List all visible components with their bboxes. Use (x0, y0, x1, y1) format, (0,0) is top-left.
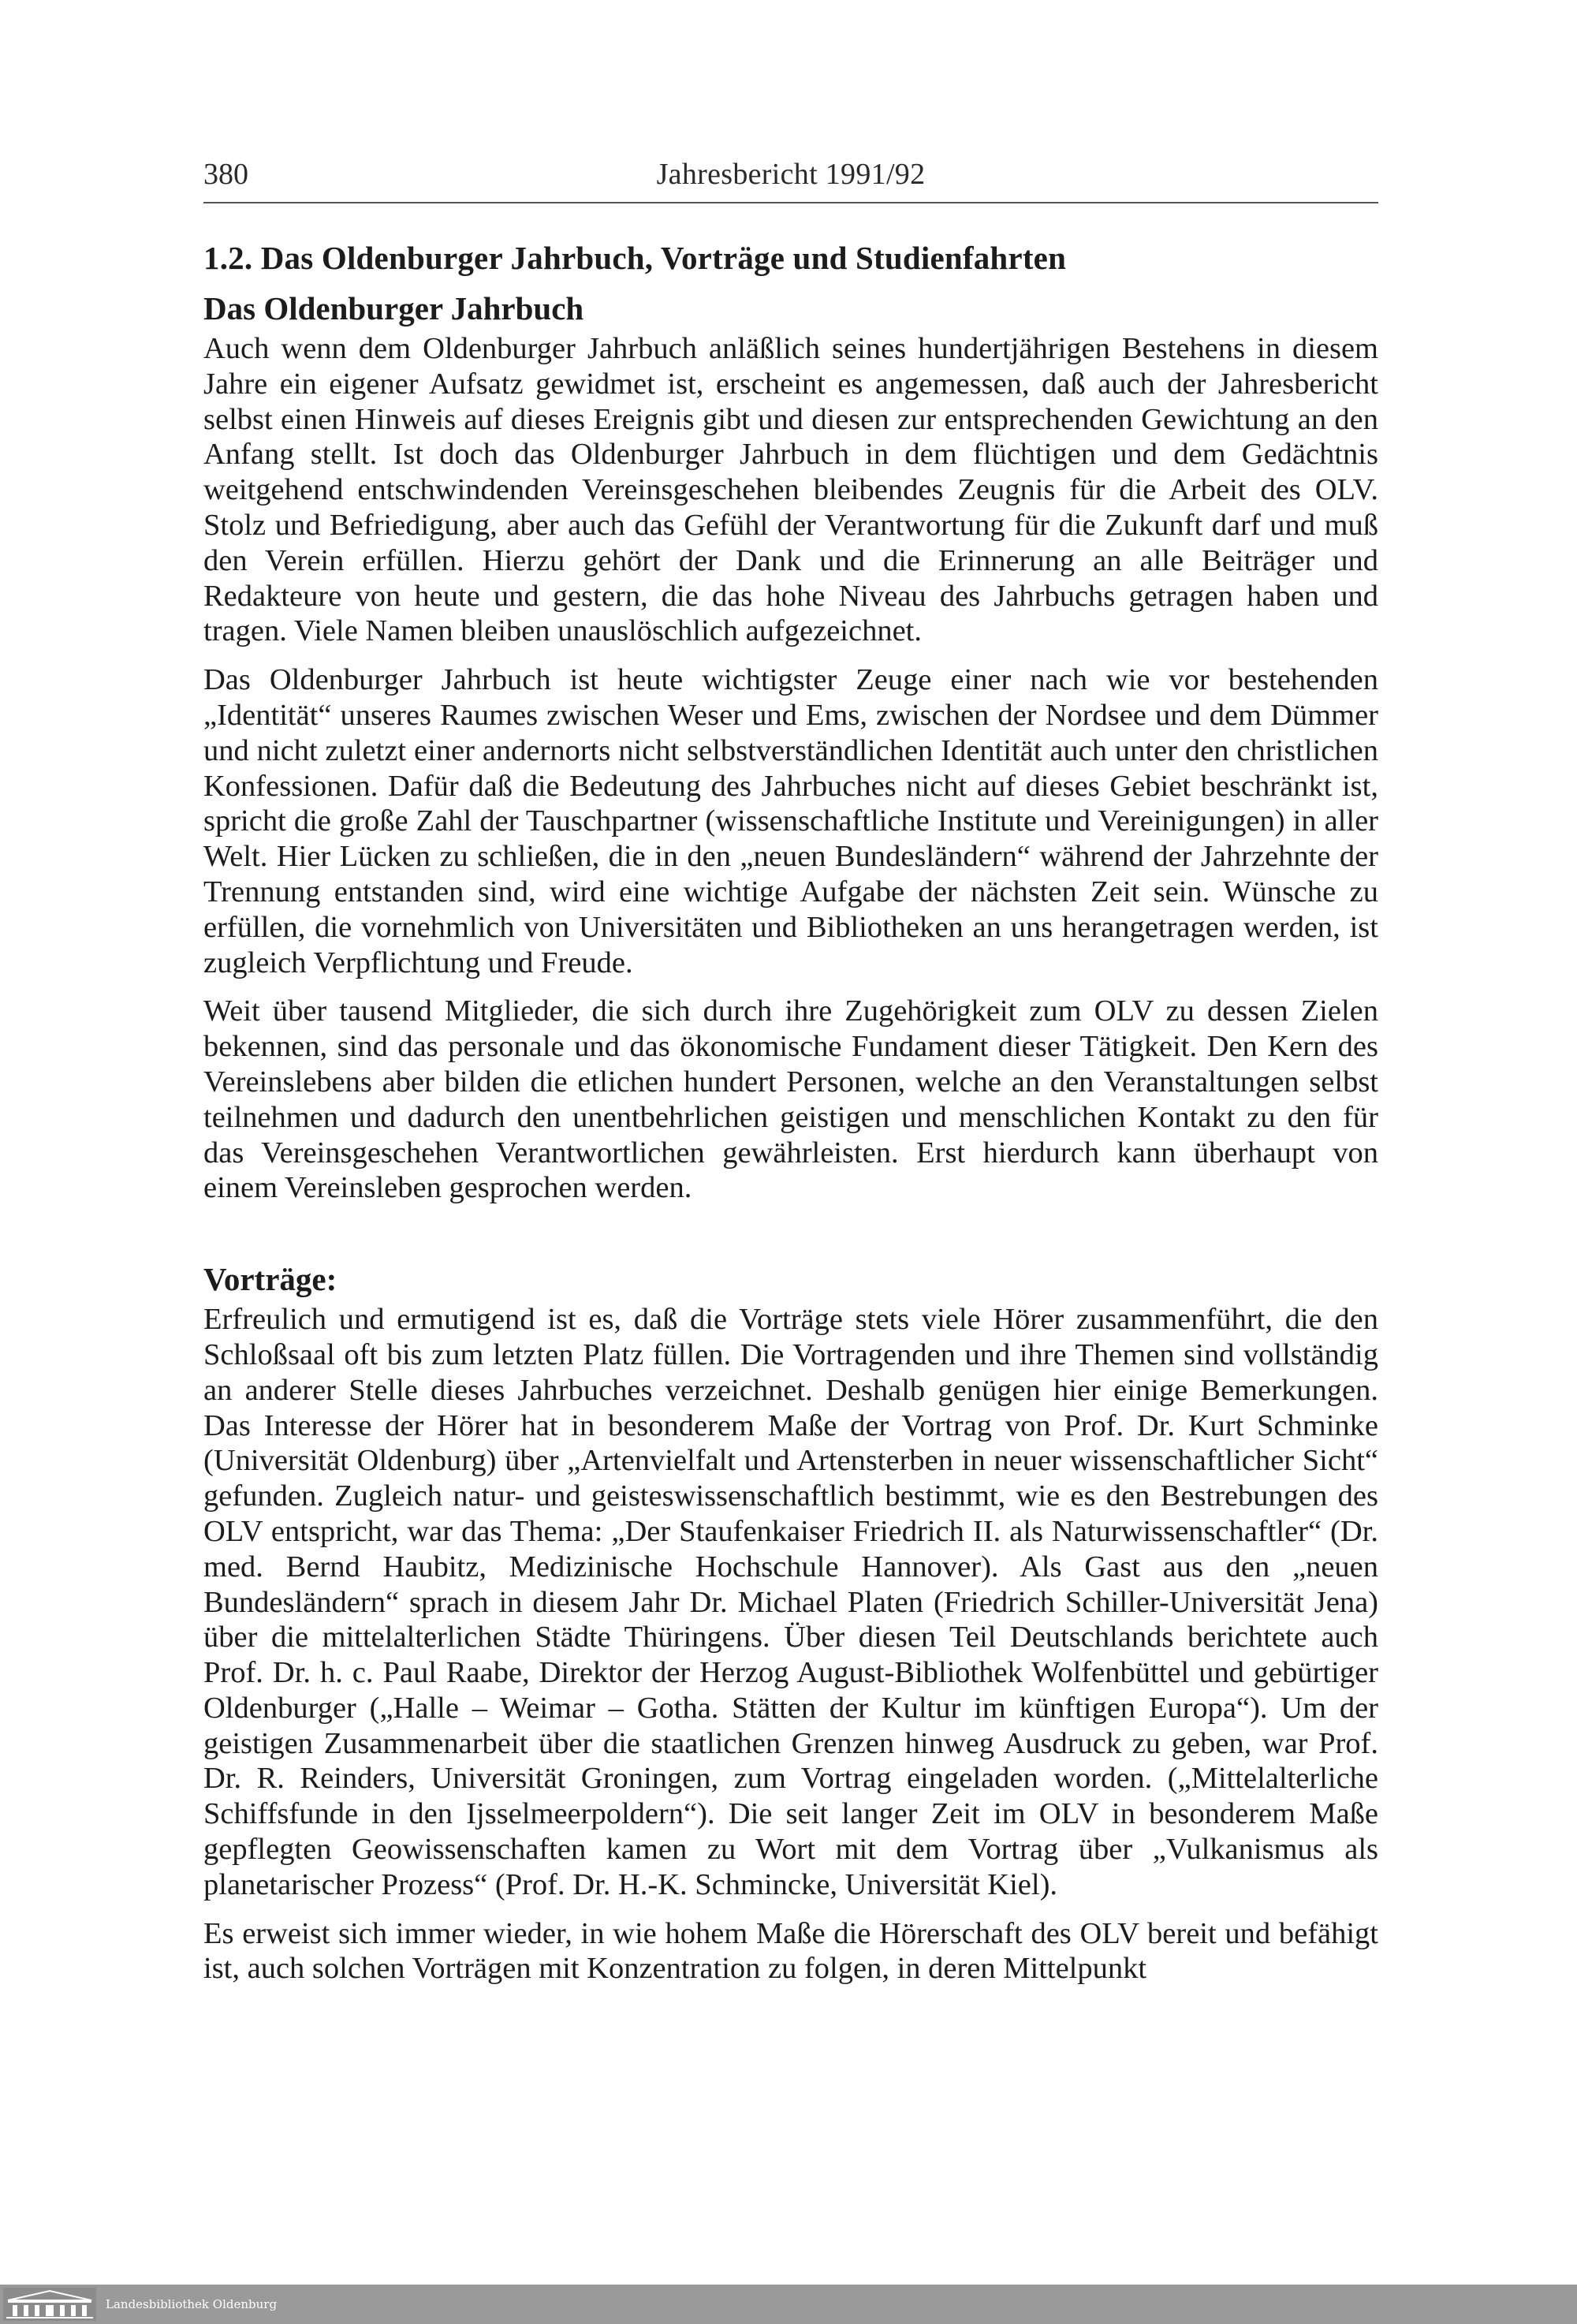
jahrbuch-paragraph-1: Auch wenn dem Oldenburger Jahrbuch anläßlich seines hundertjährigen Bestehens in diesem Jahre ein eigener Aufsatz gewidmet ist, erscheint es angemessen, daß auch der Jahresbericht selbst einen Hinweis auf dieses Ereignis gibt und diesen zur entsprechenden Gewichtung an den Anfang stellt. Ist doch das Oldenburger Jahrbuch in dem flüchtigen und dem Gedächtnis weitgehend entschwindenden Vereinsgeschehen bleibendes Zeugnis für die Arbeit des OLV. Stolz und Befriedigung, aber auch das Gefühl der Verantwortung für die Zukunft darf und muß den Verein erfüllen. Hierzu gehört der Dank und die Erinnerung an alle Beiträger und Redakteure von heute und gestern, die das hohe Niveau des Jahrbuchs getragen haben und tragen. Viele Namen bleiben unauslöschlich aufgezeichnet. (203, 332, 1378, 648)
vortraege-heading: Vorträge: (203, 1261, 337, 1298)
header-rule (203, 202, 1378, 203)
vortraege-paragraph-1: Erfreulich und ermutigend ist es, daß die Vorträge stets viele Hörer zusammenführt, die den Schloßsaal oft bis zum letzten Platz füllen. Die Vortragenden und ihre Themen sind vollständig an anderer Stelle dieses Jahrbuches verzeichnet. Deshalb genügen hier einige Bemerkungen. Das Interesse der Hörer hat in besonderem Maße der Vortrag von Prof. Dr. Kurt Schminke (Universität Oldenburg) über „Artenvielfalt und Artensterben in neuer wissenschaftlicher Sicht“ gefunden. Zugleich natur- und geisteswissenschaftlich bestimmt, wie es den Bestrebungen des OLV entspricht, war das Thema: „Der Staufenkaiser Friedrich II. als Naturwissenschaftler“ (Dr. med. Bernd Haubitz, Medizinische Hochschule Hannover). Als Gast aus den „neuen Bundesländern“ sprach in diesem Jahr Dr. Michael Platen (Friedrich Schiller-Universität Jena) über die mittelalterlichen Städte Thüringens. Über diesen Teil Deutschlands berichtete auch Prof. Dr. h. c. Paul Raabe, Direktor der Herzog August-Bibliothek Wolfenbüttel und gebürtiger Oldenburger („Halle – Weimar – Gotha. Stätten der Kultur im künftigen Europa“). Um der geistigen Zusammenarbeit über die staatlichen Grenzen hinweg Ausdruck zu geben, war Prof. Dr. R. Reinders, Universität Groningen, zum Vortrag eingeladen worden. („Mittelalterliche Schiffsfunde in den Ijsselmeerpoldern“). Die seit langer Zeit im OLV in besonderem Maße gepflegten Geowissenschaften kamen zu Wort mit dem Vortrag über „Vulkanismus als planetarischer Prozess“ (Prof. Dr. H.-K. Schmincke, Universität Kiel). (203, 1303, 1378, 1901)
jahrbuch-paragraph-3: Weit über tausend Mitglieder, die sich durch ihre Zugehörigkeit zum OLV zu dessen Zielen bekennen, sind das personale und das ökonomische Fundament dieser Tätigkeit. Den Kern des Vereinslebens aber bilden die etlichen hundert Personen, welche an den Veranstaltungen selbst teilnehmen und dadurch den unentbehrlichen geistigen und menschlichen Kontakt zu den für das Vereinsgeschehen Verantwortlichen gewährleisten. Erst hierdurch kann überhaupt von einem Vereinsleben gesprochen werden. (203, 994, 1378, 1205)
library-building-icon (3, 2288, 96, 2321)
library-label: Landesbibliothek Oldenburg (106, 2297, 278, 2311)
jahrbuch-paragraph-2: Das Oldenburger Jahrbuch ist heute wichtigster Zeuge einer nach wie vor bestehenden „Identität“ unseres Raumes zwischen Weser und Ems, zwischen der Nordsee und dem Dümmer und nicht zuletzt einer andernorts nicht selbstverständlichen Identität auch unter den christlichen Konfessionen. Dafür daß die Bedeutung des Jahrbuches nicht auf dieses Gebiet beschränkt ist, spricht die große Zahl der Tauschpartner (wissenschaftliche Institute und Vereinigungen) in aller Welt. Hier Lücken zu schließen, die in den „neuen Bundesländern“ während der Jahrzehnte der Trennung entstanden sind, wird eine wichtige Aufgabe der nächsten Zeit sein. Wünsche zu erfüllen, die vornehmlich von Universitäten und Bibliotheken an uns herangetragen werden, ist zugleich Verpflichtung und Freude. (203, 663, 1378, 979)
running-title: Jahresbericht 1991/92 (656, 158, 926, 191)
page-number: 380 (203, 158, 248, 191)
vortraege-paragraph-2: Es erweist sich immer wieder, in wie hohem Maße die Hörerschaft des OLV bereit und befähigt ist, auch solchen Vorträgen mit Konzentration zu folgen, in deren Mittelpunkt (203, 1916, 1378, 1986)
library-footer-bar (0, 2285, 1577, 2324)
document-page (203, 150, 1378, 1986)
section-heading: 1.2. Das Oldenburger Jahrbuch, Vorträge und Studienfahrten (203, 240, 1067, 276)
running-head (203, 150, 1378, 199)
jahrbuch-heading: Das Oldenburger Jahrbuch (203, 290, 584, 326)
